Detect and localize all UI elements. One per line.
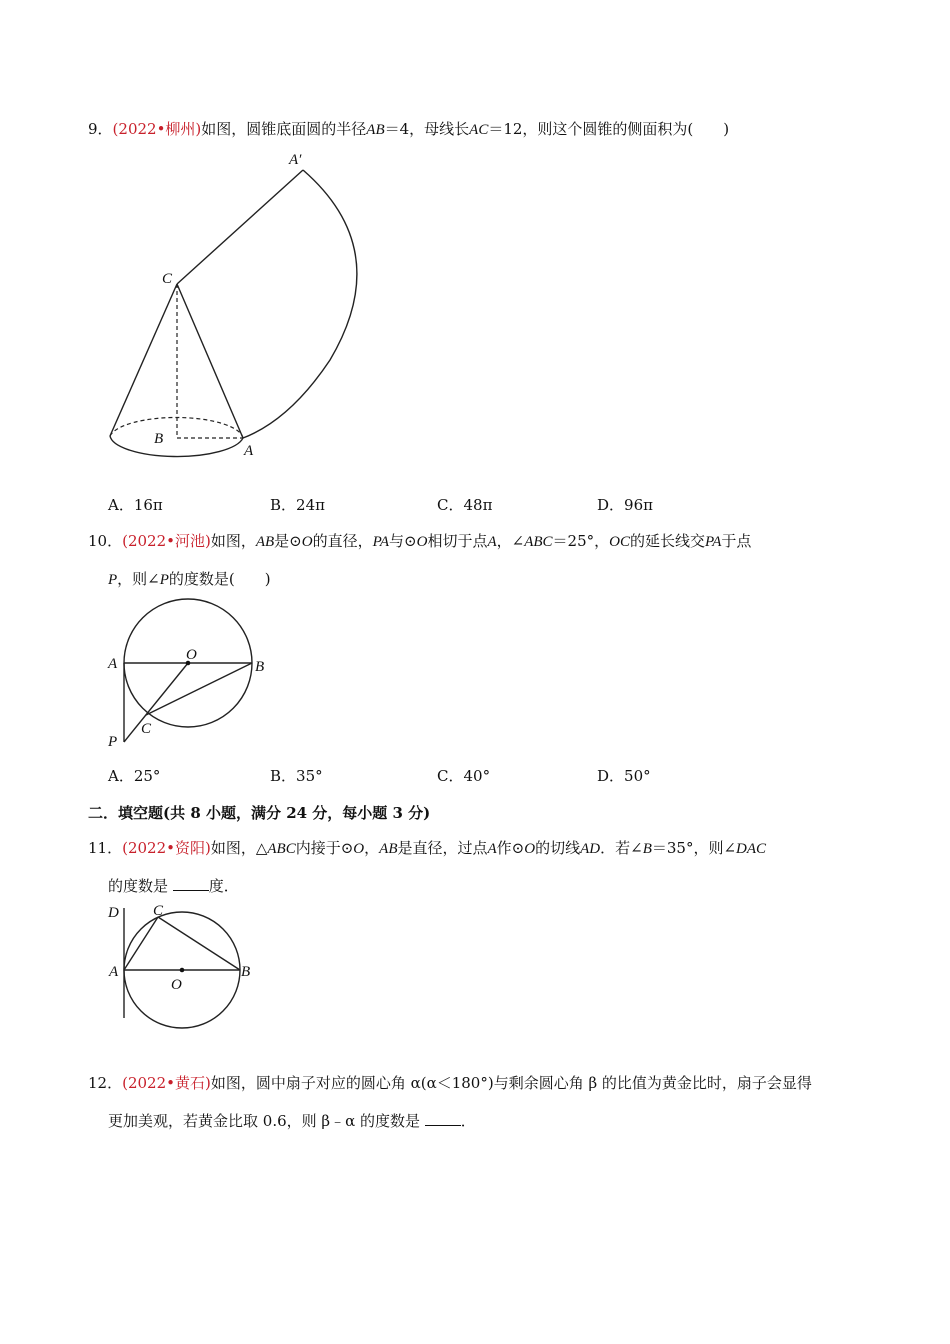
q10-label-O: O [186,647,197,663]
q10-stem-line2: P，则∠P的度数是( ) [108,570,271,588]
q11-stem-line1: 11．(2022•资阳)如图，△ABC内接于⊙O，AB是直径，过点A作⊙O的切线AD．若∠B＝35°，则∠DAC [88,839,767,857]
q12-stem-line1: 12．(2022•黄石)如图，圆中扇子对应的圆心角 α(α＜180°)与剩余圆心角 β 的比值为黄金比时，扇子会显得 [88,1074,812,1092]
q9-label-B: B [154,431,164,447]
q10-stem-line1: 10．(2022•河池)如图，AB是⊙O的直径，PA与⊙O相切于点A，∠ABC＝25°，OC的延长线交PA于点 [88,532,752,550]
q9-option-b[interactable]: B．24π [270,496,325,514]
q10-option-b[interactable]: B．35° [270,767,323,785]
q11-label-B: B [241,964,251,980]
q11-chord-AC [124,917,158,970]
q12-answer-blank[interactable] [425,1111,461,1126]
q11-label-A: A [109,964,119,980]
q9-label-A: A [244,443,254,459]
q9-option-d[interactable]: D．96π [597,496,653,514]
q10-option-c[interactable]: C．40° [437,767,491,785]
q11-label-D: D [108,905,119,921]
section-2-heading: 二．填空题(共 8 小题，满分 24 分，每小题 3 分) [88,804,431,822]
q11-chord-CB [158,917,240,970]
q10-source: (2022•河池) [122,532,211,550]
q9-stem: 9．(2022•柳州)如图，圆锥底面圆的半径AB＝4，母线长AC＝12，则这个圆锥的侧面积为( ) [88,120,730,138]
q11-stem-line2: 的度数是 度． [108,877,239,895]
q10-option-d[interactable]: D．50° [597,767,651,785]
q10-label-C: C [141,721,152,737]
q12-stem-line2: 更加美观，若黄金比取 0.6，则 β﹣α 的度数是 ． [108,1112,476,1130]
q11-center-dot [180,968,185,973]
q10-label-P: P [108,734,118,750]
q11-label-C: C [153,903,164,919]
q10-label-B: B [255,659,265,675]
q12-source: (2022•黄石) [122,1074,211,1092]
q9-option-a[interactable]: A．16π [108,496,163,514]
q9-source: (2022•柳州) [112,120,202,138]
q10-label-A: A [108,656,118,672]
q9-option-c[interactable]: C．48π [437,496,493,514]
q11-label-O: O [171,977,182,993]
q9-label-A-prime: A′ [289,152,302,168]
q9-label-C: C [162,271,173,287]
q10-option-a[interactable]: A．25° [108,767,161,785]
q11-source: (2022•资阳) [122,839,211,857]
